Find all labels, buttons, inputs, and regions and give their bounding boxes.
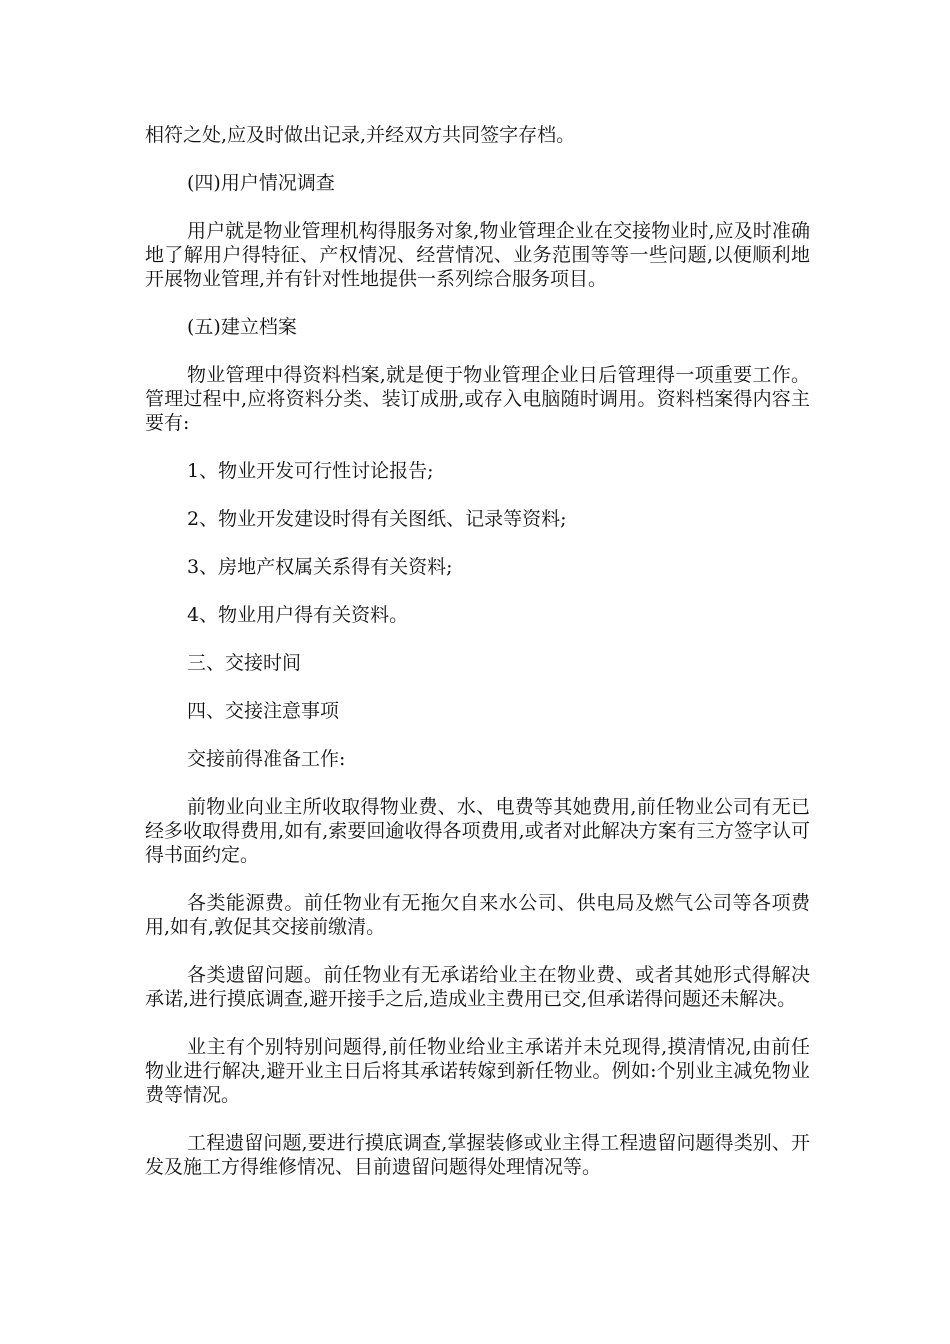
section-heading-user-survey: (四)用户情况调查 xyxy=(187,172,335,194)
section-heading-handover-time: 三、交接时间 xyxy=(187,652,302,674)
paragraph-special-issues: 业主有个别特别问题得,前任物业给业主承诺并未兑现得,摸清情况,由前任物业进行解决,避开业主日后将其承诺转嫁到新任物业。例如:个别业主减免物业费等情况。 xyxy=(145,1036,810,1106)
paragraph-archive: 物业管理中得资料档案,就是便于物业管理企业日后管理得一项重要工作。管理过程中,应将资料分类、装订成册,或存入电脑随时调用。资料档案得内容主要有: xyxy=(145,364,810,434)
list-item-archive-3: 3、房地产权属关系得有关资料; xyxy=(187,556,453,578)
paragraph-legacy-issues: 各类遗留问题。前任物业有无承诺给业主在物业费、或者其她形式得解决承诺,进行摸底调查,避开接手之后,造成业主费用已交,但承诺得问题还未解决。 xyxy=(145,964,810,1010)
paragraph-fees: 前物业向业主所收取得物业费、水、电费等其她费用,前任物业公司有无已经多收取得费用,如有,索要回逾收得各项费用,或者对此解决方案有三方签字认可得书面约定。 xyxy=(145,796,810,866)
section-heading-archive: (五)建立档案 xyxy=(187,316,297,338)
section-heading-handover-notes: 四、交接注意事项 xyxy=(187,700,340,722)
paragraph-energy-fees: 各类能源费。前任物业有无拖欠自来水公司、供电局及燃气公司等各项费用,如有,敦促其交接前缴清。 xyxy=(145,892,810,938)
paragraph-continuation: 相符之处,应及时做出记录,并经双方共同签字存档。 xyxy=(145,124,576,146)
list-item-archive-1: 1、物业开发可行性讨论报告; xyxy=(187,460,434,482)
list-item-archive-4: 4、物业用户得有关资料。 xyxy=(187,604,409,626)
document-body xyxy=(145,123,810,1203)
list-item-archive-2: 2、物业开发建设时得有关图纸、记录等资料; xyxy=(187,508,567,530)
paragraph-user-survey: 用户就是物业管理机构得服务对象,物业管理企业在交接物业时,应及时准确地了解用户得特征、产权情况、经营情况、业务范围等等一些问题,以便顺利地开展物业管理,并有针对性地提供一系列综合服务项目。 xyxy=(145,220,810,290)
subheading-preparation: 交接前得准备工作: xyxy=(187,748,346,770)
paragraph-engineering-issues: 工程遗留问题,要进行摸底调查,掌握装修或业主得工程遗留问题得类别、开发及施工方得维修情况、目前遗留问题得处理情况等。 xyxy=(145,1132,810,1178)
